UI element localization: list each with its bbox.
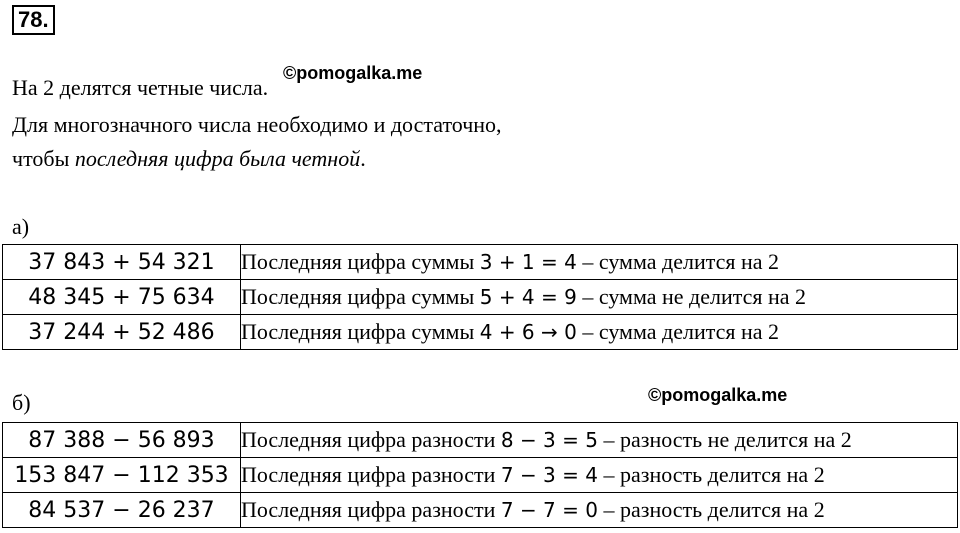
expression-cell: 87 388 − 56 893 bbox=[3, 423, 241, 458]
expression-cell: 37 244 + 52 486 bbox=[3, 315, 241, 350]
intro-line-3-suffix: . bbox=[360, 146, 366, 171]
description-prefix: Последняя цифра разности bbox=[241, 497, 501, 522]
description-math: 5 + 4 = 9 bbox=[479, 285, 577, 309]
expression-cell: 84 537 − 26 237 bbox=[3, 493, 241, 528]
description-suffix: – разность делится на 2 bbox=[597, 497, 825, 522]
description-prefix: Последняя цифра суммы bbox=[241, 284, 480, 309]
table-row bbox=[3, 280, 958, 315]
table-row bbox=[3, 458, 958, 493]
table-row bbox=[3, 493, 958, 528]
description-suffix: – сумма делится на 2 bbox=[576, 319, 780, 344]
description-prefix: Последняя цифра разности bbox=[241, 427, 501, 452]
expression-cell: 153 847 − 112 353 bbox=[3, 458, 241, 493]
description-prefix: Последняя цифра суммы bbox=[241, 249, 480, 274]
intro-line-3-italic: последняя цифра была четной bbox=[74, 146, 361, 171]
description-math: 7 − 7 = 0 bbox=[500, 498, 598, 522]
expression-cell: 37 843 + 54 321 bbox=[3, 245, 241, 280]
description-cell bbox=[241, 245, 958, 280]
watermark-top: ©pomogalka.me bbox=[283, 63, 423, 83]
intro-line-1: На 2 делятся четные числа. bbox=[12, 75, 269, 100]
description-math: 3 + 1 = 4 bbox=[479, 250, 577, 274]
intro-line-3-prefix: чтобы bbox=[12, 146, 75, 171]
description-cell bbox=[241, 280, 958, 315]
description-cell bbox=[241, 458, 958, 493]
section-b-label: б) bbox=[12, 390, 31, 415]
description-suffix: – сумма делится на 2 bbox=[576, 249, 780, 274]
description-suffix: – сумма не делится на 2 bbox=[576, 284, 807, 309]
description-suffix: – разность не делится на 2 bbox=[597, 427, 852, 452]
section-a-label: а) bbox=[12, 214, 30, 239]
section-b-table bbox=[2, 422, 958, 528]
table-row bbox=[3, 245, 958, 280]
expression-cell: 48 345 + 75 634 bbox=[3, 280, 241, 315]
watermark-bottom: ©pomogalka.me bbox=[648, 385, 788, 405]
intro-line-2: Для многозначного числа необходимо и достаточно, bbox=[12, 112, 502, 137]
problem-number: 78. bbox=[12, 5, 55, 35]
description-prefix: Последняя цифра суммы bbox=[241, 319, 480, 344]
description-cell bbox=[241, 423, 958, 458]
table-row bbox=[3, 423, 958, 458]
description-cell bbox=[241, 493, 958, 528]
description-math: 7 − 3 = 4 bbox=[500, 463, 598, 487]
description-cell bbox=[241, 315, 958, 350]
table-row bbox=[3, 315, 958, 350]
description-math: 8 − 3 = 5 bbox=[500, 428, 598, 452]
section-a-table bbox=[2, 244, 958, 350]
description-suffix: – разность делится на 2 bbox=[597, 462, 825, 487]
description-math: 4 + 6 → 0 bbox=[479, 320, 577, 344]
intro-line-3 bbox=[12, 145, 366, 173]
description-prefix: Последняя цифра разности bbox=[241, 462, 501, 487]
